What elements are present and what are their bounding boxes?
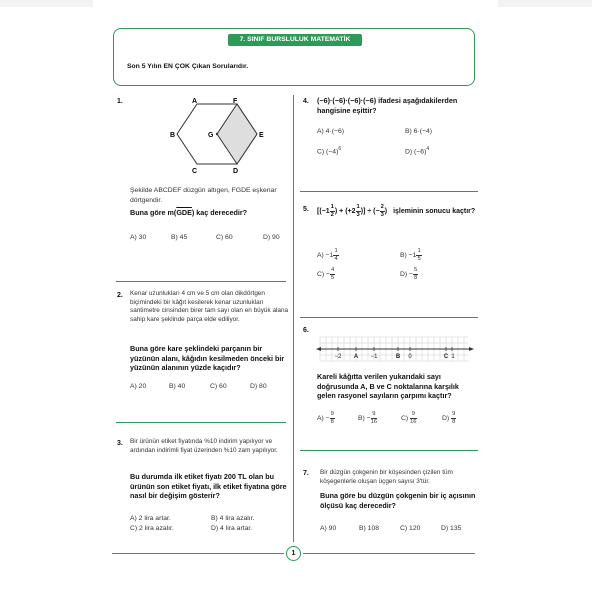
answer-option[interactable]: B) 108: [359, 525, 380, 532]
answer-option[interactable]: A) 20: [130, 383, 147, 390]
answer-option[interactable]: C) 60: [210, 383, 227, 390]
vertex-label: E: [259, 132, 264, 139]
answer-option[interactable]: A) − $\frac{9}{8}$: [317, 411, 334, 425]
answer-option[interactable]: D) − $\frac{5}{8}$: [400, 267, 418, 281]
question-prompt: (−6)·(−6)·(−6)·(−6) ifadesi aşağıdakilerden hangisine eşittir?: [317, 96, 458, 115]
answer-option[interactable]: B) 4 lira azalır.: [211, 515, 255, 522]
number-line-grid: [316, 334, 476, 366]
axis-label: A: [353, 354, 359, 360]
answer-option[interactable]: C) 60: [216, 234, 233, 241]
question-number: 5.: [303, 206, 309, 213]
footer-line: [303, 553, 475, 554]
answer-option[interactable]: A) 90: [320, 525, 337, 532]
question-separator: [300, 450, 478, 451]
question-prompt: Buna göre kare şeklindeki parçanın bir yüzünün alanı, kâğıdın kesilmeden önceki bir yüzünün alanının yüzde kaçıdır?: [130, 344, 285, 373]
question-number: 7.: [303, 470, 309, 477]
page-number: 1: [286, 546, 301, 561]
vertex-label: G: [208, 132, 214, 139]
axis-label: B: [395, 354, 401, 360]
question-prompt: Buna göre bu düzgün çokgenin bir iç açısının ölçüsü kaç derecedir?: [320, 491, 476, 510]
answer-option[interactable]: C) 120: [400, 525, 421, 532]
answer-option[interactable]: C) 2 lira azalır.: [130, 525, 174, 532]
vertex-label: A: [192, 98, 198, 105]
exam-title: 7. SINIF BURSLULUK MATEMATİK: [228, 34, 362, 46]
axis-label: C: [443, 354, 449, 360]
question-prompt: Bu durumda ilk etiket fiyatı 200 TL olan bu ürünün son etiket fiyatı, ilk etiket fiyatına göre nasıl bir değişim gösterir?: [130, 472, 287, 501]
vertex-label: D: [233, 168, 239, 175]
question-number: 1.: [117, 98, 123, 105]
answer-option[interactable]: C) $(-4)^6$: [317, 146, 342, 156]
question-number: 2.: [117, 292, 123, 299]
answer-option[interactable]: B) 40: [169, 383, 186, 390]
answer-option[interactable]: B) −1 $\frac{1}{5}$: [400, 248, 421, 262]
answer-option[interactable]: A) −1 $\frac{1}{4}$: [317, 248, 338, 262]
axis-label: 0: [408, 354, 412, 360]
question-number: 6.: [303, 327, 309, 334]
answer-option[interactable]: D) $\frac{9}{8}$: [442, 411, 456, 425]
question-separator: [300, 191, 478, 192]
answer-option[interactable]: B) 45: [171, 234, 188, 241]
answer-option[interactable]: C) $\frac{9}{16}$: [401, 411, 417, 425]
answer-option[interactable]: D) 4 lira artar.: [211, 525, 253, 532]
answer-option[interactable]: D) 90: [263, 234, 280, 241]
question-separator: [300, 317, 478, 318]
question-text: Bir ürünün etiket fiyatında %10 indirim yapılıyor ve ardından indirimli fiyat üzerinden %10 zam yapılıyor.: [130, 438, 278, 454]
axis-label: −1: [370, 354, 378, 360]
answer-option[interactable]: D) 80: [250, 383, 267, 390]
question-text: Kenar uzunlukları 4 cm ve 5 cm olan dikdörtgen biçimindeki bir kâğıt kesilerek kenar uzunlukları santimetre cinsinden birer tam sayı olan en büyük alana sahip kare şeklinde parça elde ediliyor.: [130, 290, 289, 323]
math-expression: [(−1 $\frac{1}{2}$ ) + (+2 $\frac{1}{3}$ )] ÷ (− $\frac{2}{3}$ ) işleminin sonucu kaçtır?: [317, 204, 476, 218]
footer-line: [112, 553, 284, 554]
question-text: Bir düzgün çokgenin bir köşesinden çizilen tüm köşegenlerle oluşan üçgen sayısı 3'tür.: [320, 469, 453, 485]
hexagon-figure: [170, 94, 270, 176]
column-divider: [293, 95, 294, 542]
answer-option[interactable]: B) 6·(−4): [405, 128, 433, 135]
answer-option[interactable]: D) 135: [441, 525, 462, 532]
header-banner: [113, 28, 475, 86]
answer-option[interactable]: D) $(-6)^4$: [405, 146, 430, 156]
axis-label: 1: [451, 354, 455, 360]
question-number: 3.: [117, 440, 123, 447]
answer-option[interactable]: A) 2 lira artar.: [130, 515, 171, 522]
question-number: 4.: [303, 98, 309, 105]
question-text: Şekilde ABCDEF düzgün altıgen, FGDE eşkenar dörtgendir.: [130, 187, 277, 204]
question-separator: [116, 422, 286, 423]
answer-option[interactable]: C) − $\frac{4}{5}$: [317, 267, 335, 281]
exam-subtitle: Son 5 Yılın EN ÇOK Çıkan Sorularıdır.: [127, 63, 249, 70]
question-prompt: Buna göre $m(\overline{GDE})$ kaç derecedir?: [130, 208, 248, 217]
vertex-label: B: [170, 132, 176, 139]
question-separator: [116, 281, 286, 282]
answer-option[interactable]: A) 4·(−6): [317, 128, 345, 135]
answer-option[interactable]: B) − $\frac{9}{16}$: [358, 411, 378, 425]
axis-label: −2: [334, 354, 342, 360]
answer-option[interactable]: A) 30: [130, 234, 147, 241]
question-prompt: Kareli kâğıtta verilen yukarıdaki sayı doğrusunda A, B ve C noktalarına karşılık gelen rasyonel sayıların çarpımı kaçtır?: [317, 372, 459, 401]
vertex-label: C: [192, 168, 198, 175]
vertex-label: F: [233, 98, 238, 105]
